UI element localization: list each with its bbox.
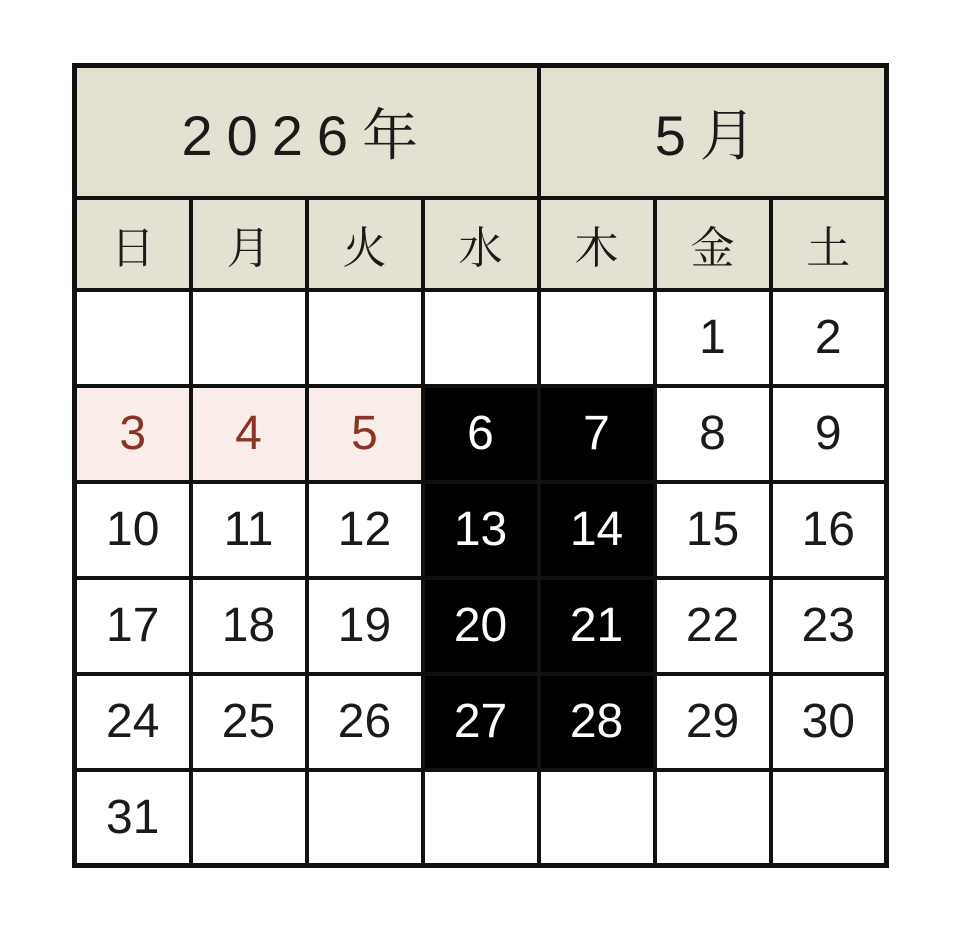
day-cell-empty	[539, 770, 655, 866]
day-cell-21: 21	[539, 578, 655, 674]
weekday-header-1: 月	[191, 198, 307, 290]
day-cell-25: 25	[191, 674, 307, 770]
day-cell-17: 17	[75, 578, 191, 674]
week-row-3	[75, 482, 887, 578]
day-cell-27: 27	[423, 674, 539, 770]
day-cell-empty	[539, 290, 655, 386]
calendar-body	[75, 290, 887, 866]
calendar	[72, 63, 889, 868]
day-cell-10: 10	[75, 482, 191, 578]
day-cell-empty	[423, 770, 539, 866]
day-cell-20: 20	[423, 578, 539, 674]
day-cell-9: 9	[771, 386, 887, 482]
week-row-2	[75, 386, 887, 482]
month-header: 5月	[539, 66, 887, 198]
week-row-5	[75, 674, 887, 770]
week-row-6	[75, 770, 887, 866]
weekday-header-6: 土	[771, 198, 887, 290]
day-cell-12: 12	[307, 482, 423, 578]
weekday-header-2: 火	[307, 198, 423, 290]
day-cell-empty	[75, 290, 191, 386]
calendar-table	[72, 63, 889, 868]
day-cell-22: 22	[655, 578, 771, 674]
day-cell-empty	[191, 290, 307, 386]
day-cell-24: 24	[75, 674, 191, 770]
year-header: 2026年	[75, 66, 539, 198]
day-cell-6: 6	[423, 386, 539, 482]
day-cell-empty	[655, 770, 771, 866]
day-cell-28: 28	[539, 674, 655, 770]
day-cell-empty	[771, 770, 887, 866]
weekday-header-3: 水	[423, 198, 539, 290]
week-row-1	[75, 290, 887, 386]
day-cell-8: 8	[655, 386, 771, 482]
day-cell-23: 23	[771, 578, 887, 674]
day-cell-3: 3	[75, 386, 191, 482]
day-cell-4: 4	[191, 386, 307, 482]
weekday-header-0: 日	[75, 198, 191, 290]
week-row-4	[75, 578, 887, 674]
day-cell-5: 5	[307, 386, 423, 482]
day-cell-empty	[191, 770, 307, 866]
day-cell-11: 11	[191, 482, 307, 578]
weekday-row	[75, 198, 887, 290]
title-row	[75, 66, 887, 198]
day-cell-2: 2	[771, 290, 887, 386]
day-cell-16: 16	[771, 482, 887, 578]
day-cell-14: 14	[539, 482, 655, 578]
weekday-header-5: 金	[655, 198, 771, 290]
day-cell-18: 18	[191, 578, 307, 674]
weekday-header-4: 木	[539, 198, 655, 290]
day-cell-19: 19	[307, 578, 423, 674]
day-cell-26: 26	[307, 674, 423, 770]
day-cell-29: 29	[655, 674, 771, 770]
day-cell-15: 15	[655, 482, 771, 578]
day-cell-empty	[307, 770, 423, 866]
day-cell-empty	[423, 290, 539, 386]
day-cell-30: 30	[771, 674, 887, 770]
day-cell-7: 7	[539, 386, 655, 482]
day-cell-13: 13	[423, 482, 539, 578]
day-cell-empty	[307, 290, 423, 386]
day-cell-31: 31	[75, 770, 191, 866]
day-cell-1: 1	[655, 290, 771, 386]
